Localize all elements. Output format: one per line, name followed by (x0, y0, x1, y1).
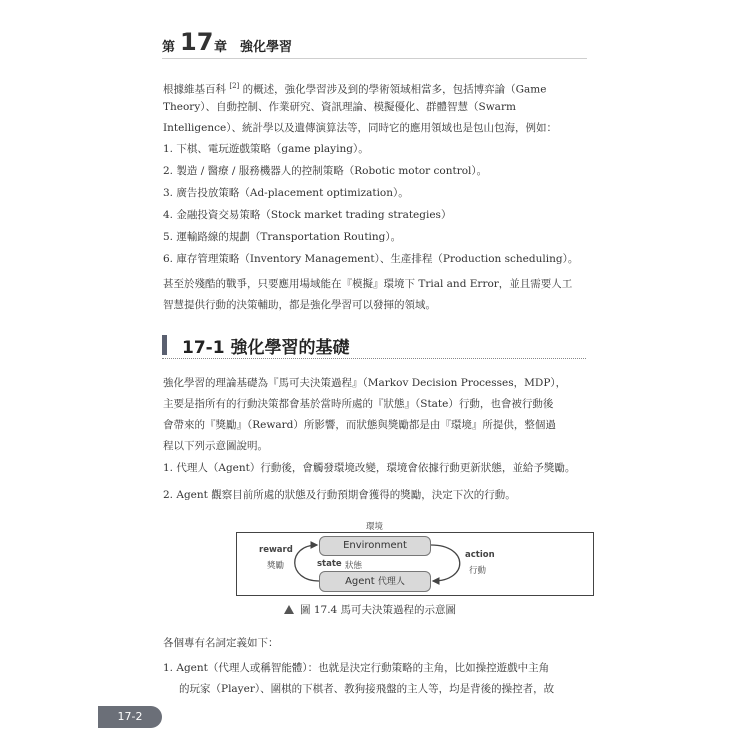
section-heading (162, 333, 586, 359)
agent-label-en: Agent (345, 576, 375, 587)
environment-box (319, 536, 431, 556)
chapter-title: 強化學習 (240, 40, 293, 55)
list-item: 1. Agent（代理人或稱智能體）：也就是決定行動策略的主角，比如操控遊戲中主角 (163, 662, 550, 674)
state-label-zh: 狀態 (345, 561, 363, 571)
section-bar (162, 335, 167, 355)
section-title: 17-1 強化學習的基礎 (182, 338, 350, 358)
caption-text: 圖 17.4 馬可夫決策過程的示意圖 (300, 604, 457, 616)
chapter-suffix: 章 (214, 40, 228, 55)
chapter-number: 17 (180, 28, 214, 56)
figure-env-label-zh: 環境 (366, 522, 384, 532)
list-item: 1. 下棋、電玩遊戲策略（game playing）。 (163, 143, 369, 155)
mdp-line-3: 會帶來的『獎勵』（Reward）所影響，而狀態與獎勵都是由『環境』所提供，整個過 (163, 419, 556, 431)
action-arrow (431, 545, 460, 581)
list-item: 4. 金融投資交易策略（Stock market trading strategies） (163, 209, 452, 221)
intro-line-2: Theory）、自動控制、作業研究、資訊理論、模擬優化、群體智慧（Swarm (163, 101, 516, 113)
reward-state-arrow (295, 545, 319, 581)
action-label-zh: 行動 (469, 566, 487, 576)
chapter-header (162, 30, 587, 59)
page-number-tab: 17-2 (98, 706, 162, 728)
mdp-line-4: 程以下列示意圖說明。 (163, 440, 268, 452)
section-divider (162, 358, 586, 359)
list-item: 3. 廣告投放策略（Ad-placement optimization）。 (163, 187, 409, 199)
mdp-diagram (236, 532, 594, 596)
reward-label-zh: 獎勵 (267, 561, 285, 571)
reference-marker: [2] (229, 82, 240, 90)
mdp-line-2: 主要是指所有的行動決策都會基於當時所處的『狀態』（State）行動，也會被行動後 (163, 398, 554, 410)
agent-label-zh: 代理人 (377, 577, 405, 587)
list-item: 2. Agent 觀察目前所處的狀態及行動預期會獲得的獎勵，決定下次的行動。 (163, 489, 516, 501)
list-item: 2. 製造 / 醫療 / 服務機器人的控制策略（Robotic motor control）。 (163, 165, 488, 177)
triangle-icon (284, 605, 294, 614)
environment-label: Environment (343, 540, 407, 551)
figure-caption (284, 602, 456, 617)
list-item: 5. 運輸路線的規劃（Transportation Routing）。 (163, 231, 402, 243)
mdp-line-1: 強化學習的理論基礎為『馬可夫決策過程』（Markov Decision Processes，MDP）， (163, 377, 567, 389)
reward-label-en: reward (259, 545, 293, 555)
action-label-en: action (465, 550, 495, 560)
war-line-1: 甚至於殘酷的戰爭，只要應用場域能在『模擬』環境下 Trial and Error，並且需要人工 (163, 278, 573, 290)
list-item-continuation: 的玩家（Player）、圍棋的下棋者、教狗接飛盤的主人等，均是背後的操控者，故 (179, 683, 555, 695)
intro-line-3: Intelligence）、統計學以及遺傳演算法等，同時它的應用領域也是包山包海，例如： (163, 122, 557, 134)
terms-intro: 各個專有名詞定義如下： (163, 637, 279, 649)
list-item: 1. 代理人（Agent）行動後，會觸發環境改變，環境會依據行動更新狀態，並給予獎勵。 (163, 462, 576, 474)
state-label-en: state (317, 559, 342, 569)
war-line-2: 智慧提供行動的決策輔助，都是強化學習可以發揮的領域。 (163, 299, 436, 311)
intro-text-b: 的概述，強化學習涉及到的學術領域相當多，包括博弈論（Game (242, 83, 547, 96)
intro-text-a: 根據維基百科 (163, 83, 226, 96)
list-item: 6. 庫存管理策略（Inventory Management）、生產排程（Production scheduling）。 (163, 253, 579, 265)
chapter-prefix: 第 (162, 40, 176, 55)
agent-box (319, 571, 431, 592)
